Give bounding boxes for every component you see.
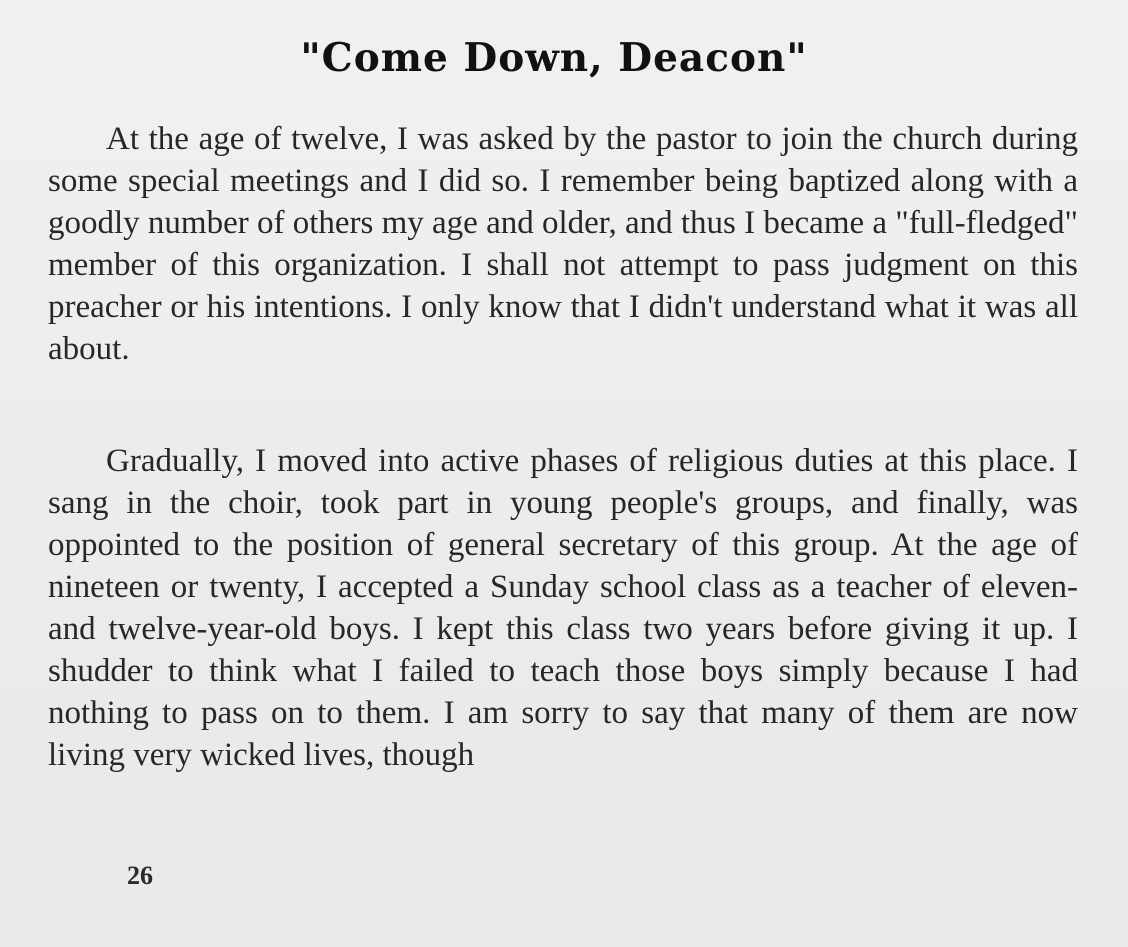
paragraph-1: At the age of twelve, I was asked by the pastor to join the church during some special meetings and I did so. I remember being baptized along with a goodly number of others my age and older, and thus I became a "full-fledged" member of this organization. I shall not attempt to pass judgment on this preacher or his intentions. I only know that I didn't understand what it was all about.: [48, 121, 1078, 367]
page-number: 26: [127, 861, 153, 890]
paragraph-2: Gradually, I moved into active phases of religious duties at this place. I sang in the choir, took part in young people's groups, and finally, was oppointed to the position of general secretary of this group. At the age of nineteen or twenty, I accepted a Sunday school class as a teacher of eleven- and twelve-year-old boys. I kept this class two years before giving it up. I shudder to think what I failed to teach those boys simply because I had nothing to pass on to them. I am sorry to say that many of them are now living very wicked lives, though: [48, 443, 1078, 773]
chapter-title: "Come Down, Deacon": [300, 35, 808, 81]
